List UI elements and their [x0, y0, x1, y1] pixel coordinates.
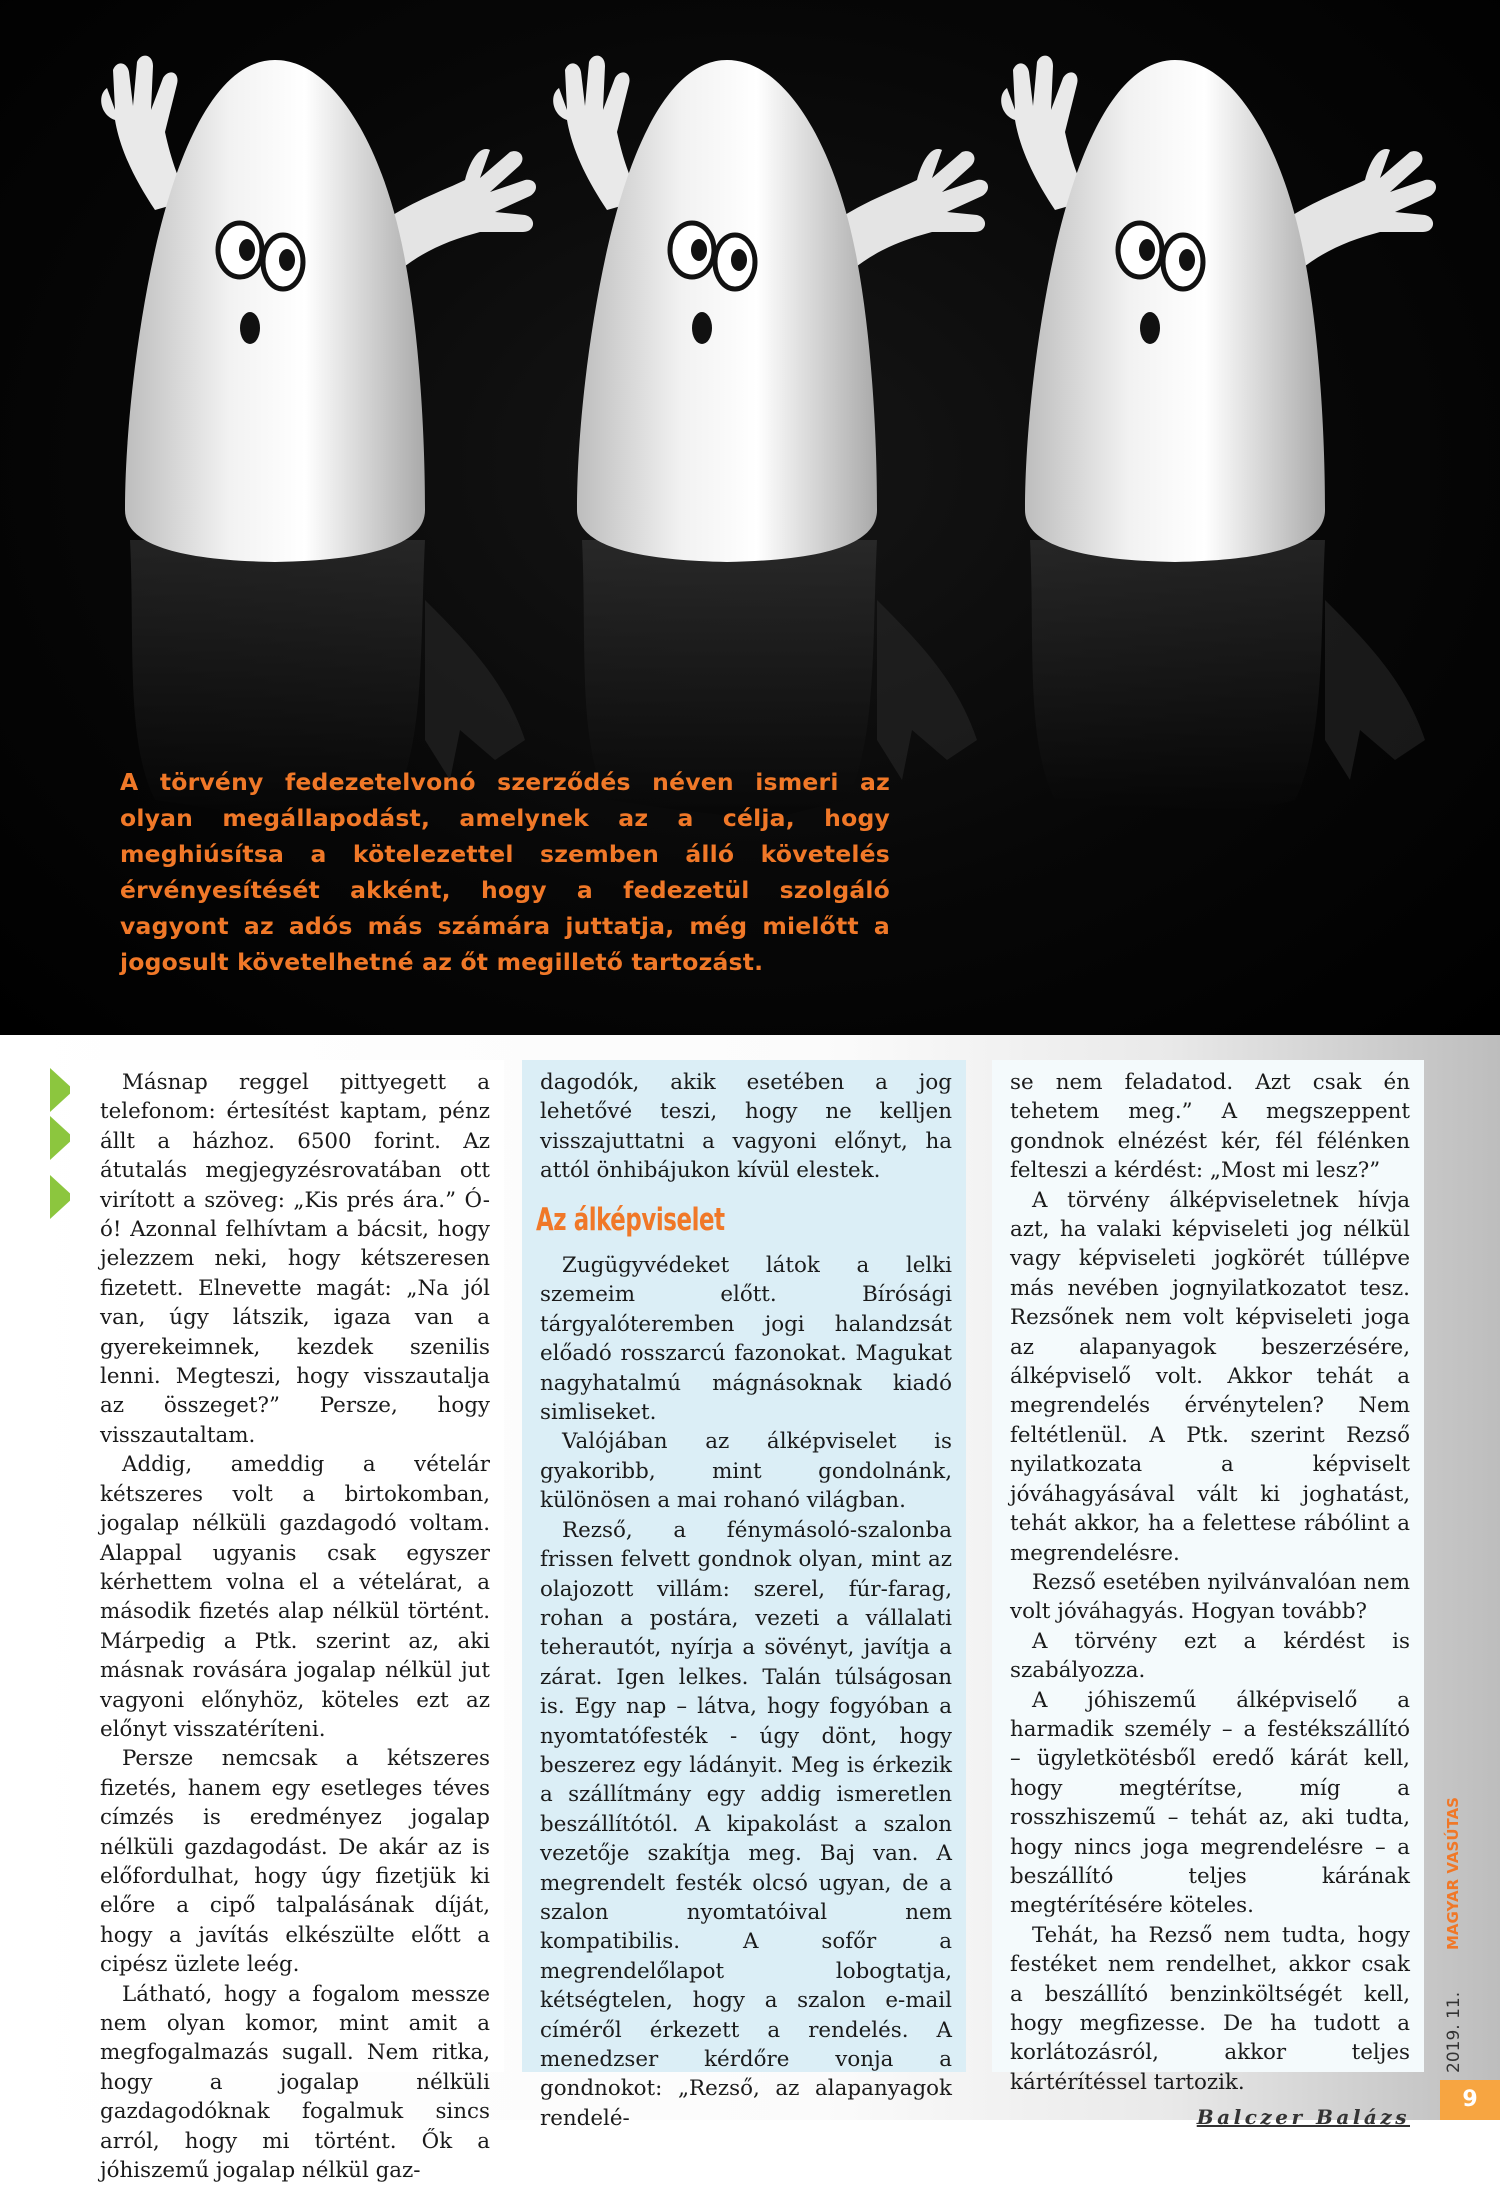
paragraph: Valójában az álképviselet is gyakoribb, mint gondolnánk, különösen a mai rohanó világban. — [540, 1429, 952, 1514]
paragraph: dagodók, akik esetében a jog lehetővé teszi, hogy ne kelljen visszajuttatni a vagyoni előnyt, ha attól önhibájukon kívül elestek. — [540, 1070, 952, 1184]
issue-date: 2019. 11. — [1444, 1991, 1464, 2073]
author-byline: Balczer Balázs — [1196, 2105, 1410, 2130]
ghost-right — [1001, 56, 1436, 820]
article-column-1 — [70, 1060, 504, 2184]
paragraph: Zugügyvédeket látok a lelki szemeim előtt. Bírósági tárgyalóteremben jogi halandzsát előadó rosszarcú fazonokat. Magukat nagyhatalmú mágnásoknak kiadó simliseket. — [540, 1253, 952, 1426]
article-column-2 — [522, 1060, 966, 2131]
paragraph: Látható, hogy a fogalom messze nem olyan komor, mint amit a megfogalmazás sugall. Nem ritka, hogy a jogalap nélküli gazdagodóknak fogalmuk sincs arról, hogy mi történt. Ők a jóhiszemű jogalap nélkül gaz- — [100, 1981, 490, 2184]
section-heading: Az álképviselet — [536, 1201, 725, 1238]
paragraph: Rezső esetében nyilvánvalóan nem volt jóváhagyás. Hogyan tovább? — [1010, 1569, 1410, 1625]
article-column-3 — [992, 1060, 1424, 2130]
magazine-side-tab — [1430, 1797, 1480, 2080]
issue-date-box — [1430, 1955, 1480, 2075]
paragraph: se nem feladatod. Azt csak én tehetem meg.” A megszeppent gondnok elnézést kér, fél félénken felteszi a kérdést: „Most mi lesz?” — [1010, 1070, 1410, 1184]
hero-photo — [0, 0, 1500, 1035]
paragraph: Másnap reggel pittyegett a telefonom: értesítést kaptam, pénz állt a házhoz. 6500 forint. Az átutalás megjegyzésrovatában ott virított a szöveg: „Kis prés ára.” Ó-ó! Azonnal felhívtam a bácsit, hogy jelezzem neki, hogy kétszeresen fizetett. Elnevette magát: „Na jól van, úgy látszik, igaza van a gyerekeimnek, kezdek szenilis lenni. Megteszi, hogy visszautalja az összeget?” Persze, hogy visszautaltam. — [100, 1070, 490, 1448]
paragraph: Addig, ameddig a vételár kétszeres volt a birtokomban, jogalap nélküli gazdagodó voltam. Alappal ugyanis csak egyszer kérhettem volna el a vételárat, a második fizetés alap nélkül történt. Márpedig a Ptk. szerint az, aki másnak rovására jogalap nélkül jut vagyoni előnyhöz, köteles ezt az előnyt visszatéríteni. — [100, 1452, 490, 1742]
page-number-tab — [1440, 2080, 1500, 2120]
magazine-name: MAGYAR VASÚTAS — [1444, 1797, 1462, 1950]
paragraph: Tehát, ha Rezső nem tudta, hogy festéket nem rendelhet, akkor csak a beszállító benzinköltségét kell, hogy megfizesse. De ha tudott a korlátozásról, akkor teljes kártérítéssel tartozik. — [1010, 1922, 1410, 2095]
photo-caption: A törvény fedezetelvonó szerződés néven ismeri az olyan megállapodást, amelynek az a célja, hogy meghiúsítsa a kötelezettel szemben álló követelés érvényesítését akként, hogy a fedezetül szolgáló vagyont az adós más számára juttatja, még mielőtt a jogosult követelhetné az őt megillető tartozást. — [120, 768, 890, 976]
page-number: 9 — [1462, 2087, 1478, 2112]
paragraph: A törvény ezt a kérdést is szabályozza. — [1010, 1628, 1410, 1684]
magazine-name-box — [1430, 1797, 1480, 1955]
paragraph: A jóhiszemű álképviselő a harmadik személy – a festékszállító – ügyletkötésből eredő kárát kell, hogy megtérítse, míg a rosszhiszemű – tehát az, aki tudta, hogy nincs joga megrendelésre – a beszállító teljes kárának megtérítésére köteles. — [1010, 1687, 1410, 1919]
paragraph: Rezső, a fénymásoló-szalonba frissen felvett gondnok olyan, mint az olajozott villám: szerel, fúr-farag, rohan a postára, vezeti a vállalati teherautót, nyírja a sövényt, javítja a zárat. Igen lelkes. Talán túlságosan is. Egy nap – látva, hogy fogyóban a nyomtatófesték - úgy dönt, hogy beszerez egy ládányit. Meg is érkezik a szállítmány egy addig ismeretlen beszállítótól. A kipakolást a szalon vezetője szakítja meg. Baj van. A megrendelt festék olcsó ugyan, de a szalon nyomtatóival nem kompatibilis. A sofőr a megrendelőlapot lobogtatja, kétségtelen, hogy a szalon e-mail címéről érkezett a rendelés. A menedzser kérdőre vonja a gondnokot: „Rezső, az alapanyagok rendelé- — [540, 1517, 952, 2131]
ghost-middle — [553, 56, 988, 820]
ghost-left — [101, 56, 536, 820]
paragraph: Persze nemcsak a kétszeres fizetés, hanem egy esetleges téves címzés is eredményez jogalap nélküli gazdagodást. De akár az is előfordulhat, hogy úgy fizetjük ki előre a cipő talpalásának díját, hogy a javítás elkészülte előtt a cipész üzlete leég. — [100, 1746, 490, 1978]
paragraph: A törvény álképviseletnek hívja azt, ha valaki képviseleti jog nélkül vagy képviseleti jogkörét túllépve más nevében jognyilatkozatot tesz. Rezsőnek nem volt képviseleti joga az alapanyagok beszerzésére, álképviselő volt. Akkor tehát a megrendelés érvénytelen? Nem feltétlenül. A Ptk. szerint Rezső nyilatkozata a képviselt jóváhagyásával vált ki joghatást, tehát akkor, ha a felettese rábólint a megrendelésre. — [1010, 1187, 1410, 1566]
